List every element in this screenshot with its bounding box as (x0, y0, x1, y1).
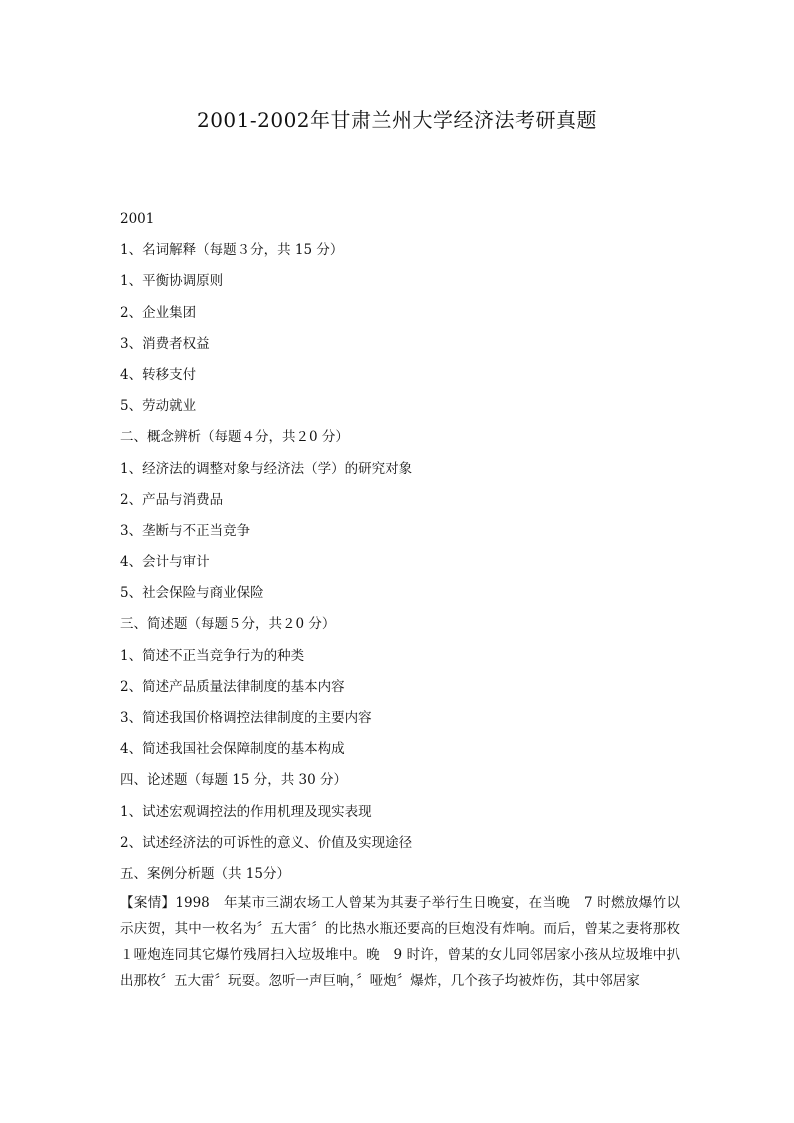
question-item: 2、企业集团 (120, 304, 197, 321)
document-title: 2001-2002年甘肃兰州大学经济法考研真题 (196, 108, 598, 132)
question-item: 4、简述我国社会保障制度的基本构成 (120, 741, 345, 758)
question-item: 1、简述不正当竞争行为的种类 (120, 647, 305, 664)
question-item: 4、会计与审计 (120, 554, 210, 571)
section-heading: 五、案例分析题（共 15分） (120, 865, 290, 882)
question-item: 3、简述我国价格调控法律制度的主要内容 (120, 710, 372, 726)
question-item: 1、经济法的调整对象与经济法（学）的研究对象 (120, 460, 413, 477)
section-heading: 二、概念辨析（每题４分，共２0 分） (120, 429, 349, 446)
question-item: 1、平衡协调原则 (120, 273, 224, 290)
year-heading: 2001 (120, 211, 155, 227)
question-list (120, 208, 680, 894)
question-item: 2、产品与消费品 (120, 491, 224, 508)
question-item: 1、试述宏观调控法的作用机理及现实表现 (120, 803, 372, 820)
question-item: 5、劳动就业 (120, 398, 197, 415)
section-heading: 四、论述题（每题 15 分，共 30 分） (120, 772, 348, 789)
case-paragraph: 【案情】1998 年某市三湖农场工人曾某为其妻子举行生日晚宴，在当晚 7 时燃放爆竹以示庆贺，其中一枚名为〞五大雷〞的比热水瓶还要高的巨炮没有炸响。而后，曾某之妻将那枚１哑炮连同其它爆竹残屑扫入垃圾堆中。晚 9 时许，曾某的女儿同邻居家小孩从垃圾堆中扒出那枚〞五大雷〞玩耍。忽听一声巨响，〞哑炮〞爆炸，几个孩子均被炸伤，其中邻居家 (120, 895, 680, 989)
section-heading: 三、简述题（每题５分，共２0 分） (120, 616, 336, 633)
question-item: 5、社会保险与商业保险 (120, 585, 264, 602)
question-item: 3、垄断与不正当竞争 (120, 522, 251, 539)
question-item: 2、简述产品质量法律制度的基本内容 (120, 678, 345, 695)
section-heading: 1、名词解释（每题３分，共 15 分） (120, 242, 344, 259)
question-item: 3、消费者权益 (120, 335, 210, 352)
question-item: 2、试述经济法的可诉性的意义、价值及实现途径 (120, 834, 413, 851)
question-item: 4、转移支付 (120, 366, 197, 383)
